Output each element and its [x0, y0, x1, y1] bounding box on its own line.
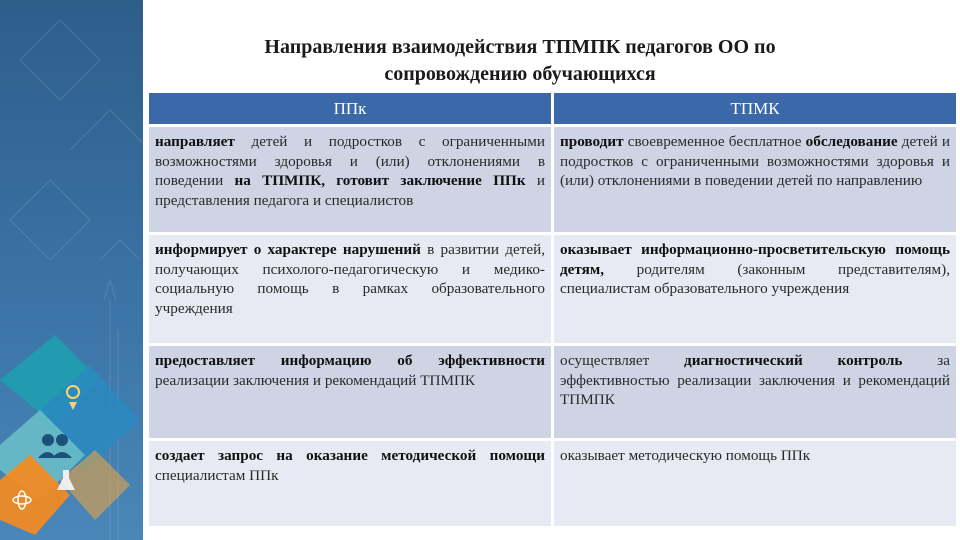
cell-bold-text: предоставляет информацию об эффективности — [155, 352, 545, 369]
page-title-line-2: сопровождению обучающихся — [384, 63, 656, 85]
table-row — [149, 441, 956, 526]
cell-text: за эффективностью реализации заключения и рекомендаций ТПМПК — [560, 352, 950, 408]
ppk-cell-1 — [149, 127, 553, 232]
cell-bold-text: проводит — [560, 133, 624, 150]
ppk-cell-4 — [149, 441, 553, 526]
tpmk-cell-1 — [553, 127, 957, 232]
table-row — [149, 346, 956, 438]
ppk-cell-3 — [149, 346, 553, 438]
table-row — [149, 235, 956, 343]
tpmk-cell-4 — [553, 441, 957, 526]
cell-text: осуществляет — [560, 352, 685, 369]
cell-text: своевременное бесплатное — [623, 133, 806, 150]
ppk-cell-2 — [149, 235, 553, 343]
cell-bold-text: информирует о характере нарушений — [155, 241, 421, 258]
table-header-row — [149, 93, 956, 124]
cell-bold-text: диагностический контроль — [684, 352, 903, 369]
cell-text: и представления педагога и специалистов — [155, 172, 545, 209]
decorative-pattern — [0, 0, 143, 540]
cell-bold-text: направляет — [155, 133, 235, 150]
cell-bold-text: обследование — [805, 133, 898, 150]
page-title — [160, 34, 880, 88]
cell-text: детей и подростков с ограниченными возможностями здоровья и (или) отклонениями в поведении — [155, 133, 545, 189]
header-tpmk: ТПМК — [553, 93, 957, 124]
cell-bold-text: оказывает информационно-просветительскую помощь детям, — [560, 241, 950, 278]
header-ppk: ППк — [149, 93, 553, 124]
cell-text: в развитии детей, получающих психолого-педагогическую и медико-социальную помощь в рамках образовательного учреждения — [155, 241, 545, 317]
table-row — [149, 127, 956, 232]
page-title-line-1: Направления взаимодействия ТПМПК педагогов ОО по — [264, 36, 776, 58]
tpmk-cell-2 — [553, 235, 957, 343]
cell-text: реализации заключения и рекомендаций ТПМПК — [155, 371, 476, 389]
cell-text: оказывает методическую помощь ППк — [560, 447, 811, 464]
interaction-table — [149, 93, 956, 506]
cell-text: детей и подростков с ограниченными возможностями здоровья и (или) отклонениями в поведении детей по направлению — [560, 133, 950, 189]
cell-bold-text: создает запрос на оказание методической помощи — [155, 447, 545, 464]
decorative-side-panel — [0, 0, 143, 540]
cell-text: специалистам ППк — [155, 466, 279, 484]
cell-bold-text: на ТПМПК, готовит заключение ППк — [234, 172, 526, 189]
cell-text: родителям (законным представителям), специалистам образовательного учреждения — [560, 260, 950, 297]
tpmk-cell-3 — [553, 346, 957, 438]
